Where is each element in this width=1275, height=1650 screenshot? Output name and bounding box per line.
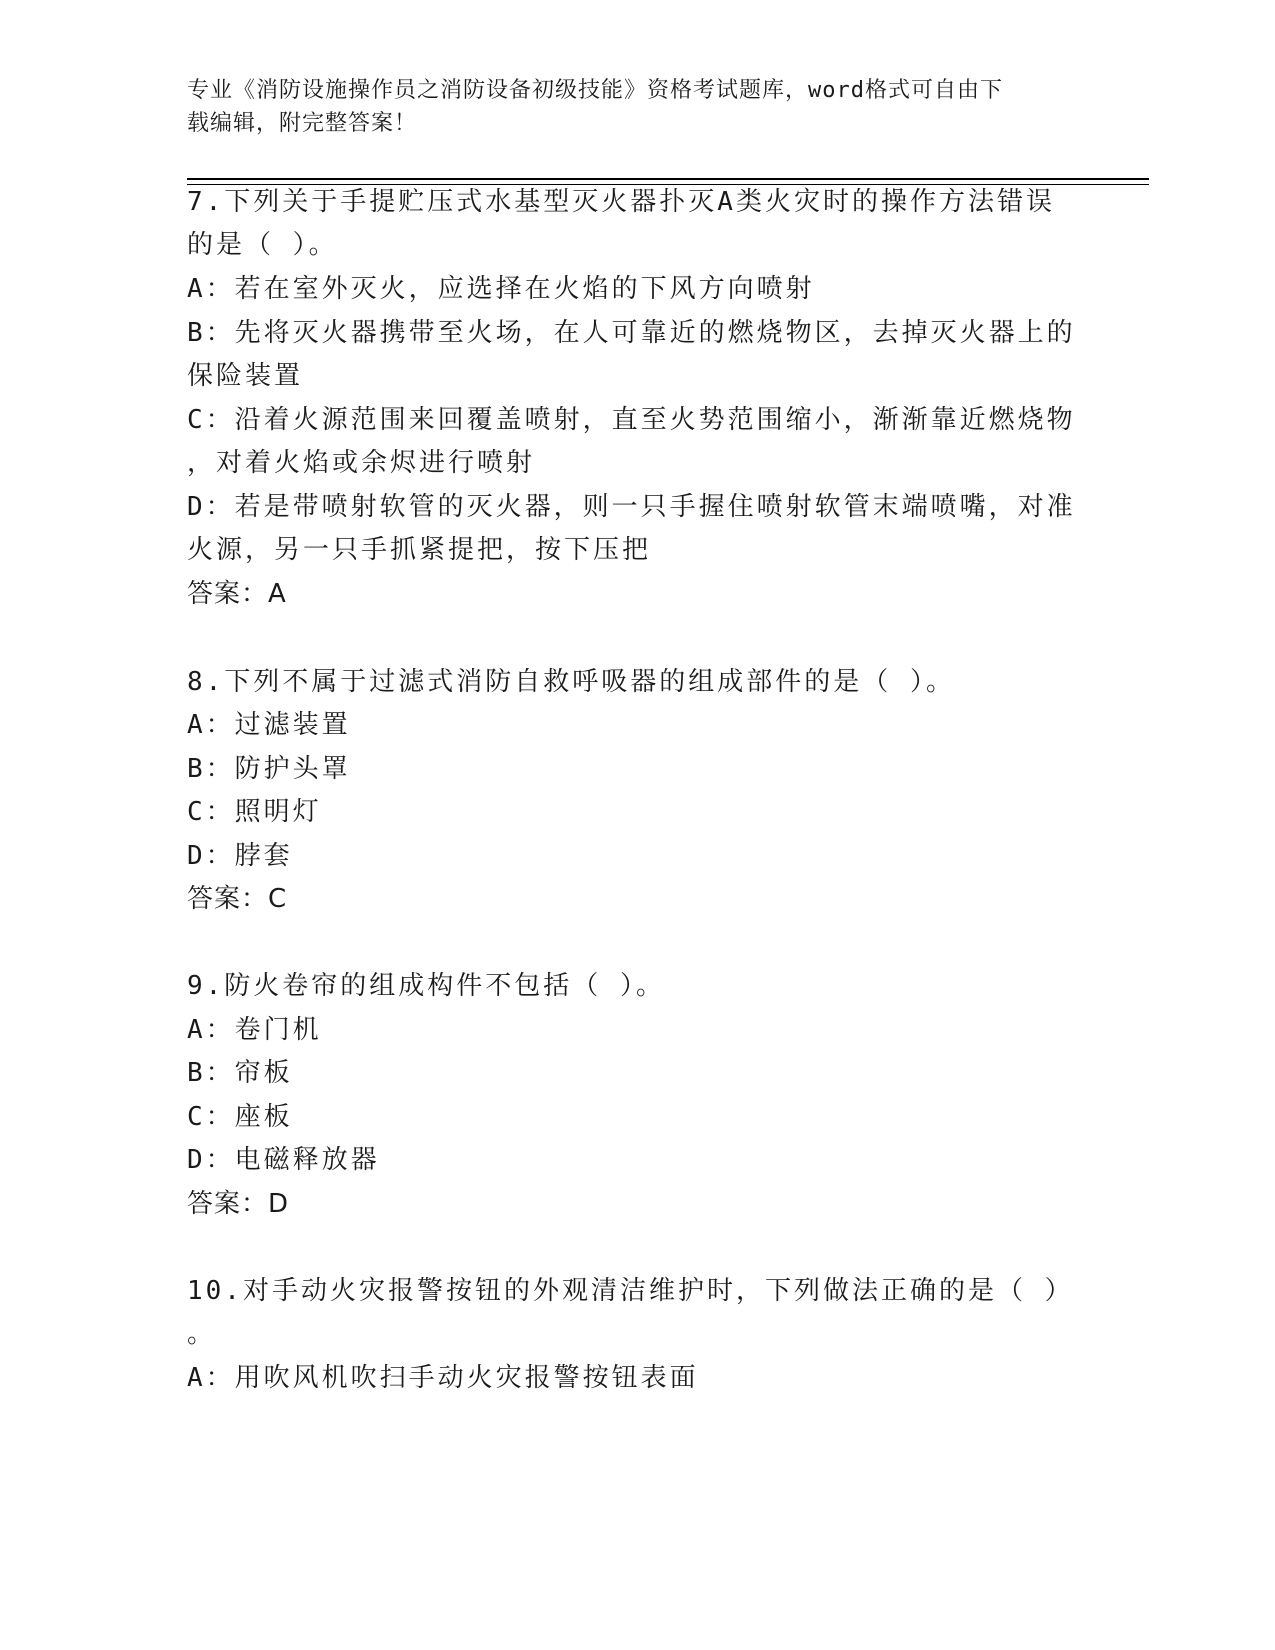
question-9-option-b: B：帘板	[187, 1058, 293, 1088]
question-9-stem: 9.防火卷帘的组成构件不包括（ ）。	[187, 971, 665, 1001]
question-8-option-b: B：防护头罩	[187, 754, 351, 784]
question-7-answer: 答案：A	[187, 579, 287, 609]
question-9-answer: 答案：D	[187, 1189, 290, 1219]
question-7-option-b-line-1: B：先将灭火器携带至火场，在人可靠近的燃烧物区，去掉灭火器上的	[187, 318, 1076, 348]
question-10-stem-line-1: 10.对手动火灾报警按钮的外观清洁维护时，下列做法正确的是（ ）	[187, 1276, 1074, 1306]
question-8-stem: 8.下列不属于过滤式消防自救呼吸器的组成部件的是（ ）。	[187, 667, 955, 697]
question-8-option-d: D：脖套	[187, 841, 293, 871]
question-8-option-a: A：过滤装置	[187, 710, 351, 740]
question-7-option-b-line-2: 保险装置	[187, 361, 304, 391]
question-7-option-d-line-1: D：若是带喷射软管的灭火器，则一只手握住喷射软管末端喷嘴，对准	[187, 492, 1076, 522]
question-7-stem-line-1: 7.下列关于手提贮压式水基型灭火器扑灭A类火灾时的操作方法错误	[187, 187, 1055, 217]
question-7-option-c-line-1: C：沿着火源范围来回覆盖喷射，直至火势范围缩小，渐渐靠近燃烧物	[187, 405, 1076, 435]
question-8-answer: 答案：C	[187, 884, 288, 914]
document-header	[187, 74, 1067, 140]
question-9-option-a: A：卷门机	[187, 1015, 322, 1045]
question-10-option-a: A：用吹风机吹扫手动火灾报警按钮表面	[187, 1363, 699, 1393]
question-9-option-d: D：电磁释放器	[187, 1145, 380, 1175]
question-7-option-c-line-2: ，对着火焰或余烬进行喷射	[187, 448, 536, 478]
question-9-option-c: C：座板	[187, 1102, 293, 1132]
question-8-option-c: C：照明灯	[187, 797, 322, 827]
question-7-stem-line-2: 的是（ ）。	[187, 230, 338, 260]
question-7-option-a: A：若在室外灭火，应选择在火焰的下风方向喷射	[187, 274, 815, 304]
header-divider-thick	[187, 178, 1149, 180]
question-10-stem-line-2: 。	[187, 1319, 217, 1349]
header-line-1: 专业《消防设施操作员之消防设备初级技能》资格考试题库，word格式可自由下	[187, 78, 1003, 103]
header-line-2: 载编辑，附完整答案！	[187, 111, 418, 136]
question-7-option-d-line-2: 火源，另一只手抓紧提把，按下压把	[187, 535, 652, 565]
